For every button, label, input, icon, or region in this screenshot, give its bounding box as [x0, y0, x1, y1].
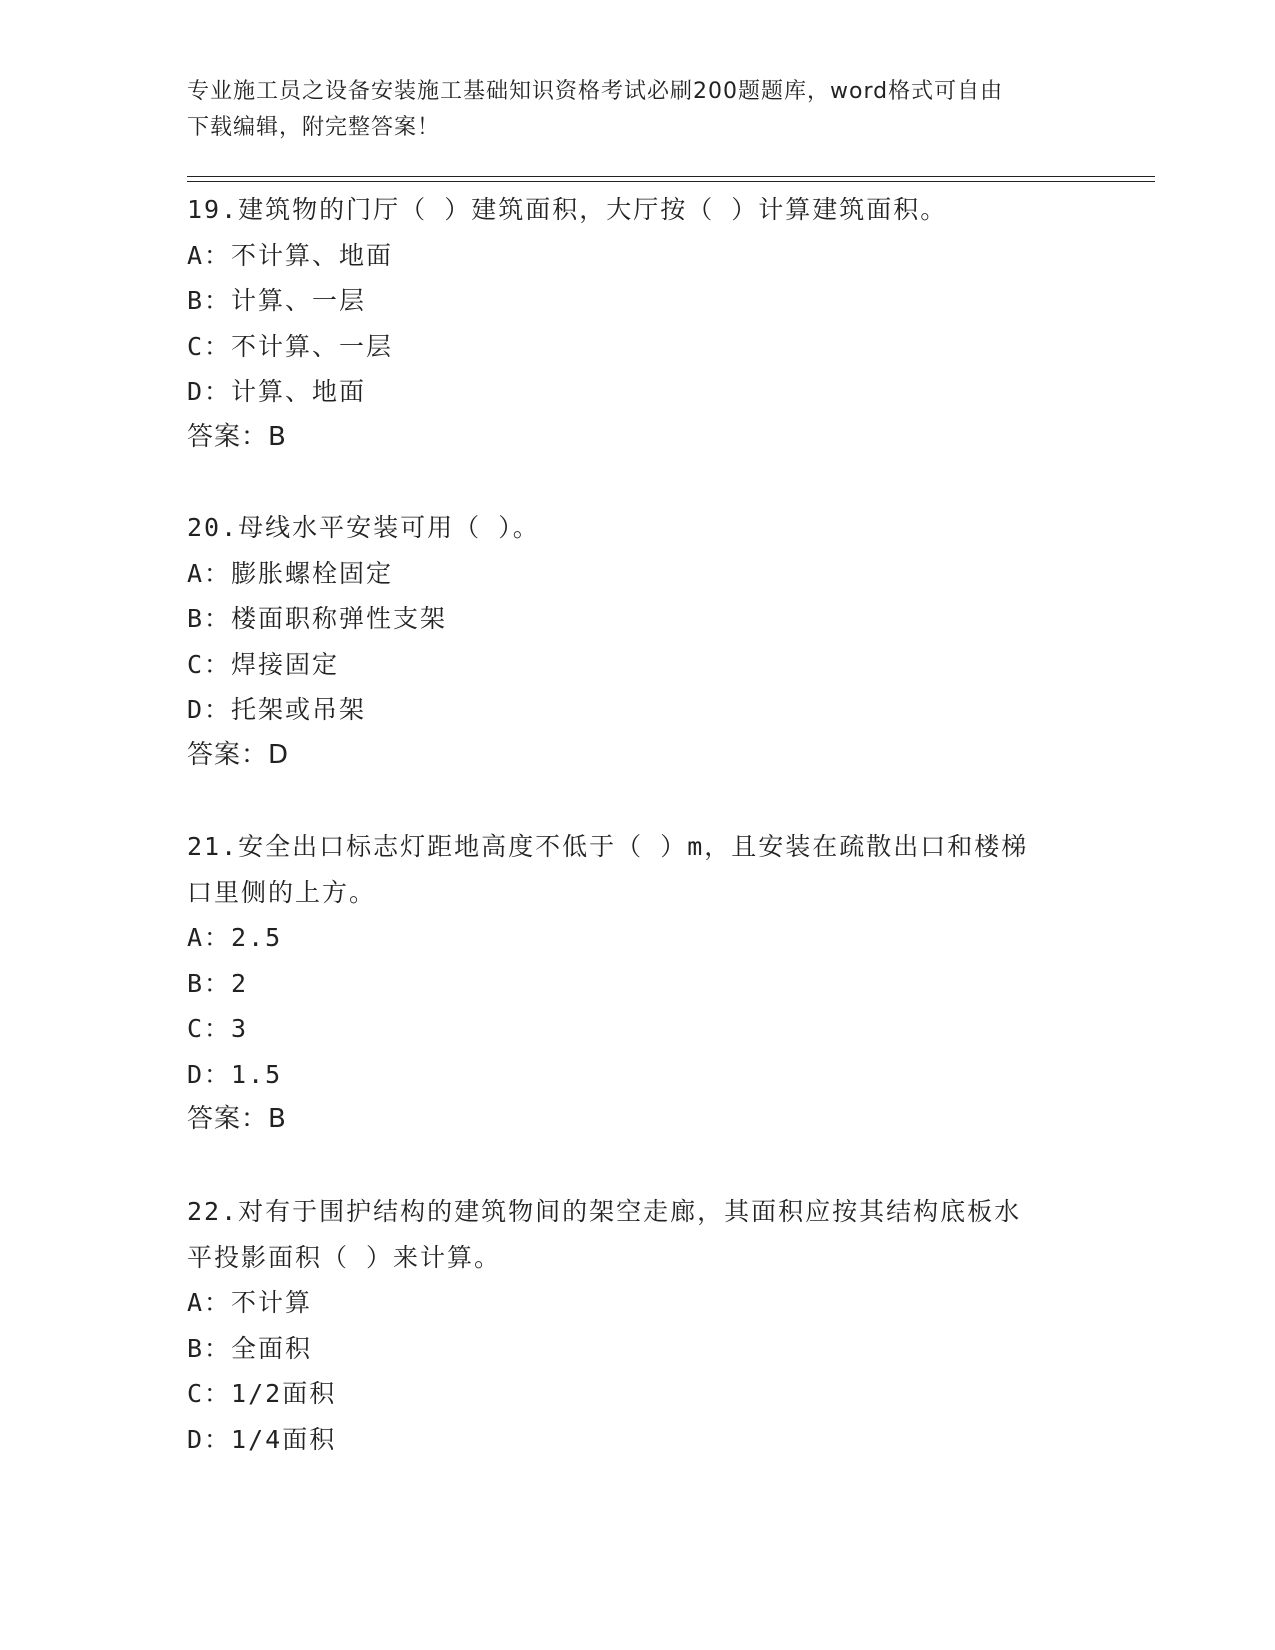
answer-line: 答案：B: [187, 1104, 287, 1134]
option-a: A：不计算: [187, 1288, 313, 1317]
question-block: [187, 505, 1087, 778]
header-divider: [187, 181, 1155, 182]
question-stem: 21.安全出口标志灯距地高度不低于（ ）m，且安装在疏散出口和楼梯: [187, 832, 1029, 861]
answer-line: 答案：D: [187, 739, 290, 770]
header-divider: [187, 176, 1155, 177]
answer-line: 答案：B: [187, 421, 287, 452]
option-b: B：计算、一层: [187, 286, 367, 315]
option-c: C：焊接固定: [187, 649, 340, 679]
option-d: D：1.5: [187, 1059, 283, 1089]
option-c: C：不计算、一层: [187, 331, 394, 361]
question-block: [187, 1189, 1087, 1462]
header-line: 下载编辑，附完整答案！: [187, 115, 441, 140]
option-c: C：3: [187, 1014, 249, 1043]
question-block: [187, 187, 1087, 460]
option-b: B：全面积: [187, 1333, 313, 1363]
option-d: D：1/4面积: [187, 1424, 337, 1454]
option-a: A：不计算、地面: [187, 240, 394, 270]
question-stem: 22.对有于围护结构的建筑物间的架空走廊，其面积应按其结构底板水: [187, 1197, 1022, 1226]
question-stem: 20.母线水平安装可用（ ）。: [187, 513, 540, 542]
option-d: D：计算、地面: [187, 377, 367, 406]
option-a: A：膨胀螺栓固定: [187, 558, 394, 588]
document-header: [187, 74, 1067, 146]
option-d: D：托架或吊架: [187, 695, 367, 724]
question-stem-continued: 口里侧的上方。: [187, 877, 377, 907]
question-stem: 19.建筑物的门厅（ ）建筑面积，大厅按（ ）计算建筑面积。: [187, 195, 948, 224]
option-a: A：2.5: [187, 923, 283, 952]
option-b: B：2: [187, 968, 249, 998]
question-stem-continued: 平投影面积（ ）来计算。: [187, 1242, 502, 1272]
option-b: B：楼面职称弹性支架: [187, 604, 448, 633]
question-block: [187, 824, 1087, 1143]
option-c: C：1/2面积: [187, 1379, 337, 1408]
header-line: 专业施工员之设备安装施工基础知识资格考试必刷200题题库，word格式可自由: [187, 79, 1004, 104]
